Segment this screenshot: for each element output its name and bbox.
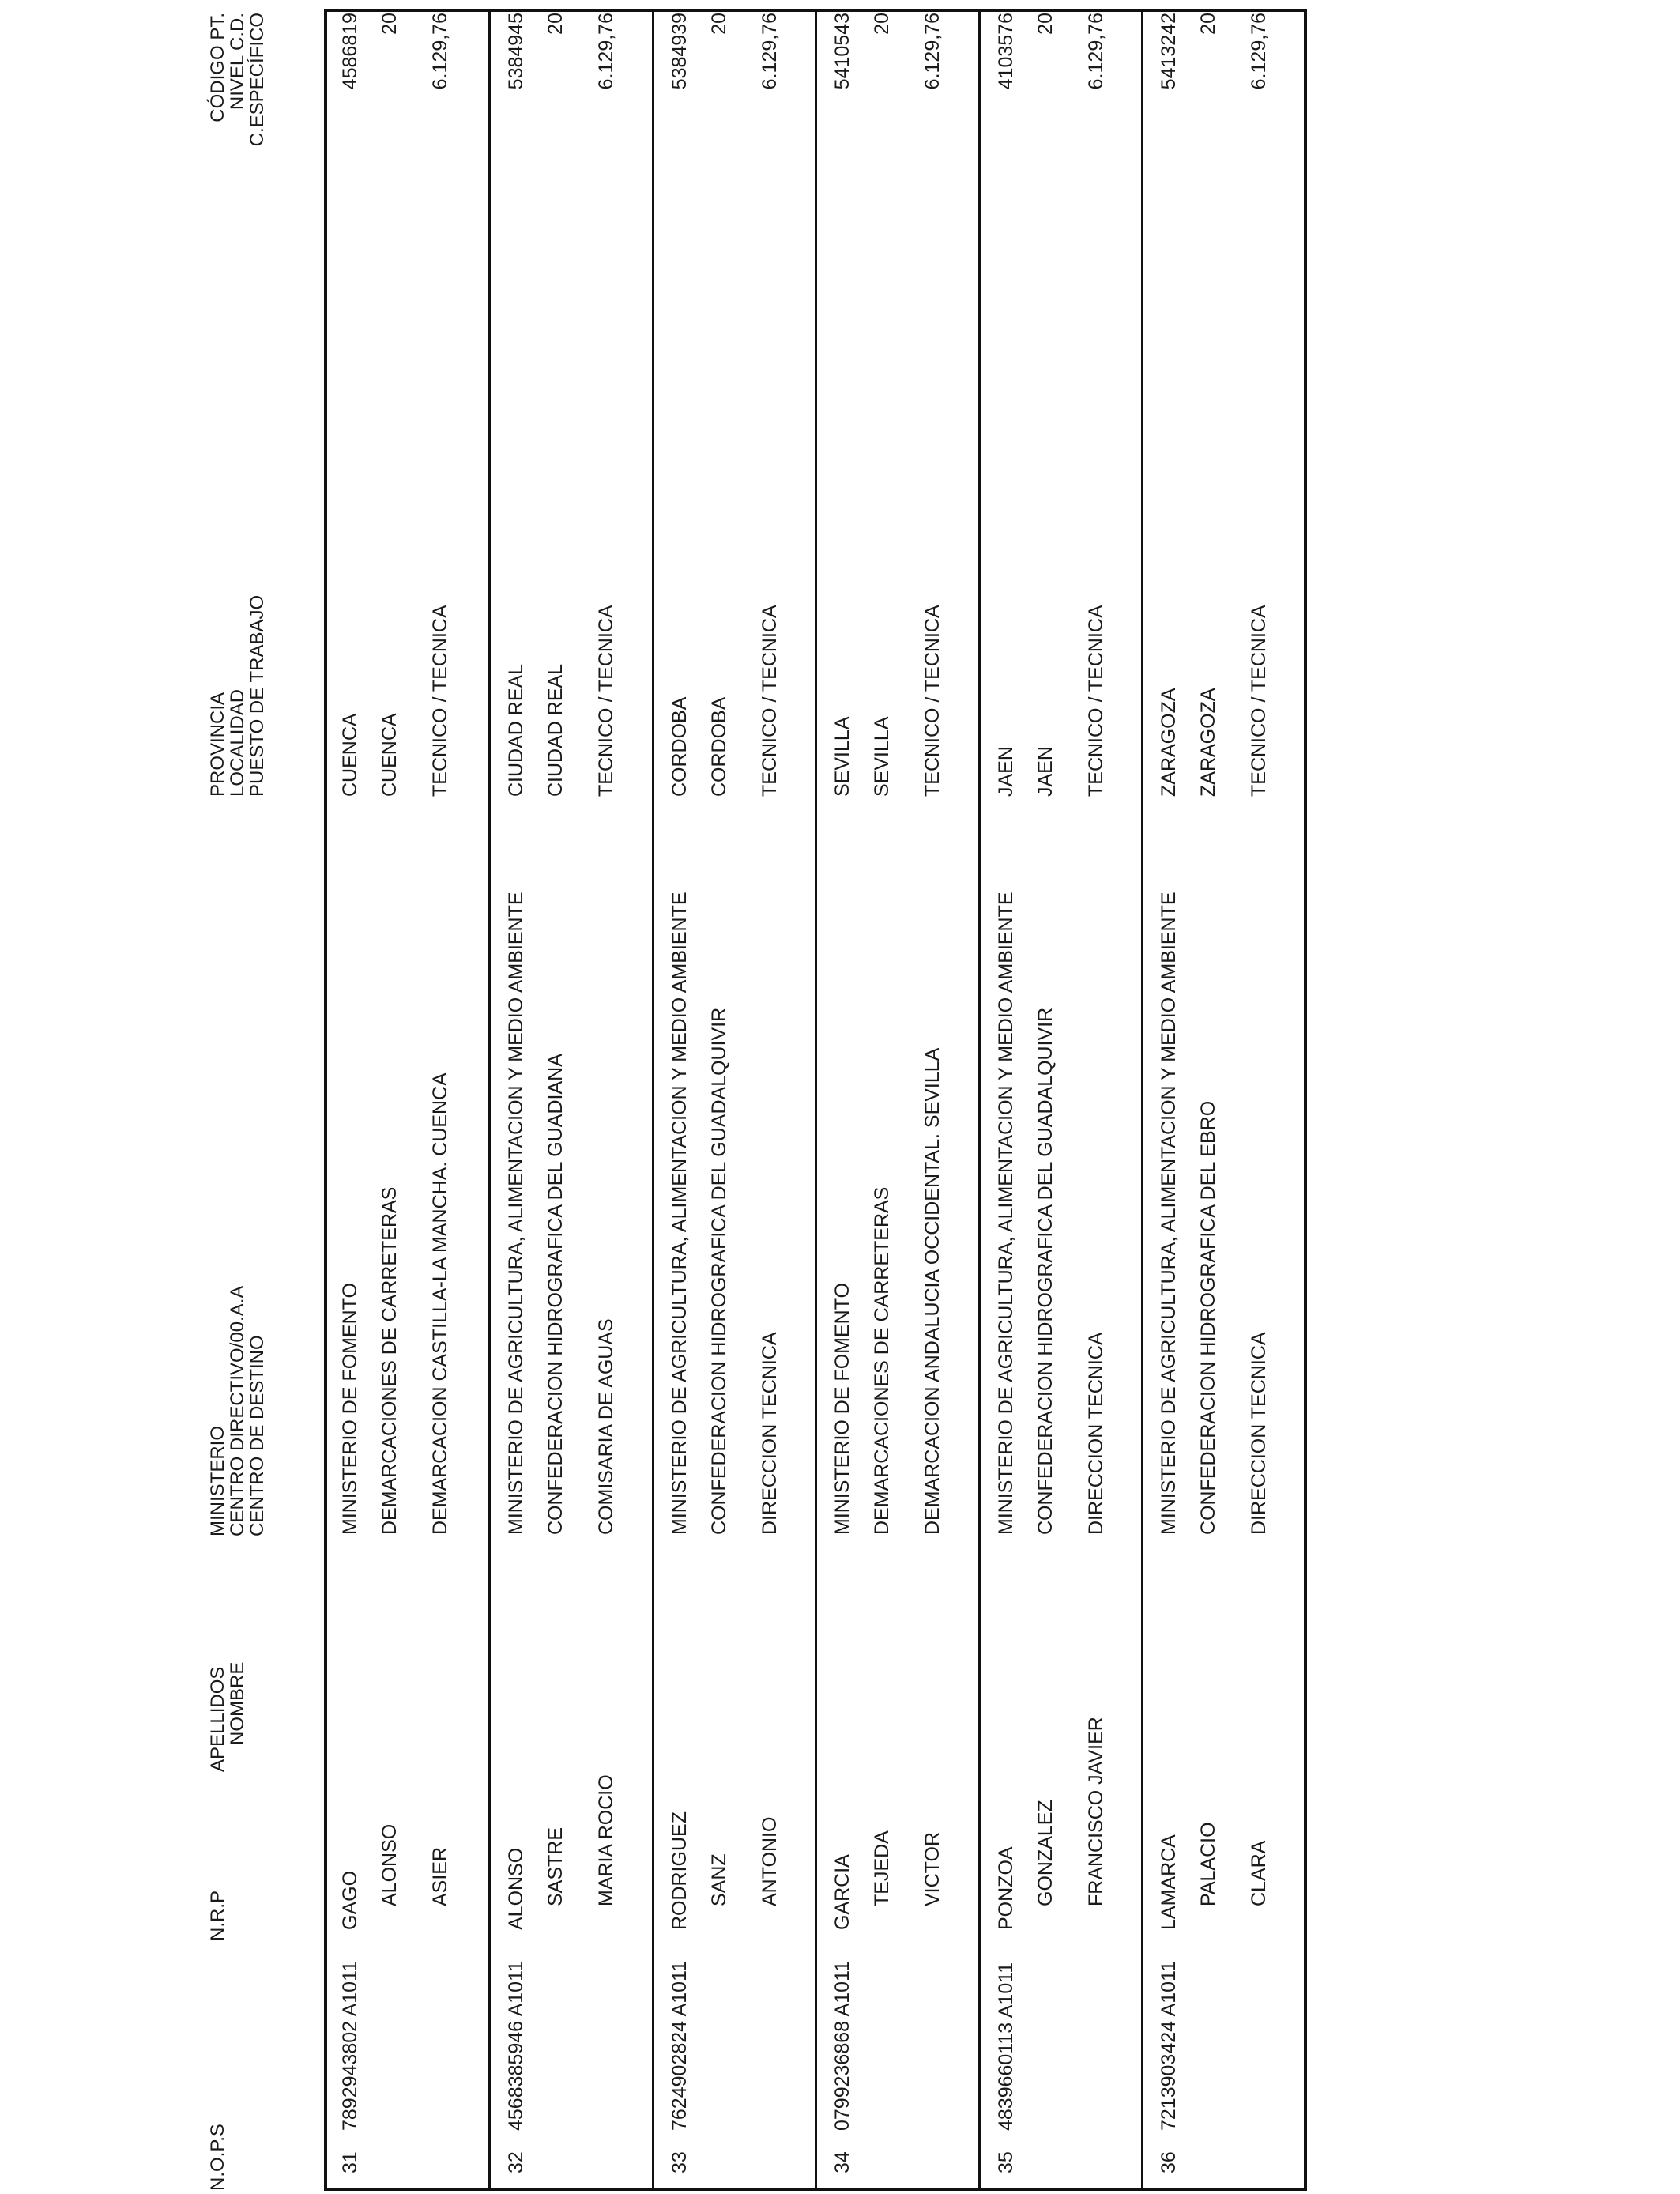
row-centro-destino: DEMARCACION CASTILLA-LA MANCHA. CUENCA <box>429 1072 451 1535</box>
row-nrp: 7213903424 A1011 <box>1158 1960 1180 2131</box>
row-especifico: 6.129,76 <box>1248 13 1270 90</box>
header-codigo-nivel-especifico <box>208 13 267 266</box>
row-apellido1: GAGO <box>339 1870 361 1930</box>
row-codigo: 5384939 <box>669 13 691 90</box>
row-puesto: TECNICO / TECNICA <box>759 605 781 797</box>
row-apellido1: RODRIGUEZ <box>669 1811 691 1930</box>
row-provincia: ZARAGOZA <box>1158 688 1180 797</box>
header-apellidos-nombre <box>208 1662 247 1772</box>
row-localidad: ZARAGOZA <box>1197 688 1219 797</box>
row-nrp: 7892943802 A1011 <box>339 1960 361 2131</box>
row-puesto: TECNICO / TECNICA <box>429 605 451 797</box>
row-nrp: 7624902824 A1011 <box>669 1960 691 2131</box>
row-provincia: JAEN <box>995 746 1017 797</box>
row-centro-directivo: CONFEDERACION HIDROGRAFICA DEL GUADIANA <box>544 1054 567 1535</box>
row-apellido1: GARCIA <box>831 1854 853 1930</box>
row-apellido2: TEJEDA <box>871 1830 893 1906</box>
row-apellido2: PALACIO <box>1197 1822 1219 1906</box>
row-apellido1: PONZOA <box>995 1846 1017 1930</box>
row-ministerio: MINISTERIO DE AGRICULTURA, ALIMENTACION Y MEDIO AMBIENTE <box>995 892 1017 1535</box>
row-codigo: 5384945 <box>505 13 527 90</box>
row-codigo: 5410543 <box>831 13 853 90</box>
row-provincia: CIUDAD REAL <box>505 663 527 797</box>
row-nivel: 20 <box>544 13 567 35</box>
row-localidad: JAEN <box>1034 746 1057 797</box>
row-centro-destino: DIRECCION TECNICA <box>1085 1332 1107 1535</box>
row-apellido2: GONZALEZ <box>1034 1800 1057 1906</box>
row-nombre: FRANCISCO JAVIER <box>1085 1717 1107 1906</box>
row-apellido1: ALONSO <box>505 1847 527 1930</box>
row-apellido2: ALONSO <box>379 1823 401 1906</box>
row-centro-destino: DIRECCION TECNICA <box>759 1332 781 1535</box>
header-localidad-label: LOCALIDAD <box>227 688 248 797</box>
header-ministerio-label: MINISTERIO <box>207 1425 228 1536</box>
header-provincia-localidad-puesto <box>208 595 267 797</box>
row-centro-directivo: CONFEDERACION HIDROGRAFICA DEL GUADALQUIVIR <box>1034 1007 1057 1535</box>
row-localidad: CUENCA <box>379 713 401 797</box>
row-centro-directivo: DEMARCACIONES DE CARRETERAS <box>379 1186 401 1535</box>
header-nrp-label: N.R.P <box>207 1890 228 1941</box>
row-puesto: TECNICO / TECNICA <box>921 605 944 797</box>
row-nrp: 4568385946 A1011 <box>505 1960 527 2131</box>
table-row <box>980 0 1143 2194</box>
header-nombre-label: NOMBRE <box>227 1661 248 1745</box>
header-centro-destino-label: CENTRO DE DESTINO <box>247 1335 268 1536</box>
header-especifico-label: C.ESPECÍFICO <box>247 13 268 147</box>
row-ministerio: MINISTERIO DE AGRICULTURA, ALIMENTACION Y MEDIO AMBIENTE <box>669 892 691 1535</box>
row-apellido2: SANZ <box>708 1853 730 1906</box>
row-localidad: SEVILLA <box>871 716 893 797</box>
row-localidad: CIUDAD REAL <box>544 663 567 797</box>
header-apellidos-label: APELLIDOS <box>207 1666 228 1772</box>
row-nivel: 20 <box>1197 13 1219 35</box>
row-localidad: CORDOBA <box>708 696 730 797</box>
row-puesto: TECNICO / TECNICA <box>1248 605 1270 797</box>
header-nops <box>208 2124 228 2191</box>
row-nrp: 0799236868 A1011 <box>831 1960 853 2131</box>
header-nivel-label: NIVEL C.D. <box>227 13 248 111</box>
row-nops: 32 <box>505 2151 527 2173</box>
row-ministerio: MINISTERIO DE AGRICULTURA, ALIMENTACION Y MEDIO AMBIENTE <box>505 892 527 1535</box>
row-nivel: 20 <box>708 13 730 35</box>
row-nops: 34 <box>831 2151 853 2173</box>
row-ministerio: MINISTERIO DE FOMENTO <box>339 1283 361 1535</box>
row-nombre: CLARA <box>1248 1840 1270 1906</box>
row-provincia: CORDOBA <box>669 696 691 797</box>
row-nops: 36 <box>1158 2151 1180 2173</box>
row-centro-destino: DIRECCION TECNICA <box>1248 1332 1270 1535</box>
row-nombre: ASIER <box>429 1846 451 1906</box>
row-codigo: 4586819 <box>339 13 361 90</box>
row-nops: 35 <box>995 2151 1017 2173</box>
row-nombre: ANTONIO <box>759 1816 781 1906</box>
row-puesto: TECNICO / TECNICA <box>1085 605 1107 797</box>
row-ministerio: MINISTERIO DE FOMENTO <box>831 1283 853 1535</box>
row-especifico: 6.129,76 <box>595 13 617 90</box>
table-row <box>1143 0 1305 2194</box>
table-row <box>654 0 816 2194</box>
row-centro-directivo: CONFEDERACION HIDROGRAFICA DEL EBRO <box>1197 1100 1219 1535</box>
table-row <box>324 0 487 2194</box>
row-nombre: VICTOR <box>921 1832 944 1906</box>
table-row <box>490 0 653 2194</box>
row-especifico: 6.129,76 <box>1085 13 1107 90</box>
row-especifico: 6.129,76 <box>759 13 781 90</box>
row-nivel: 20 <box>379 13 401 35</box>
row-especifico: 6.129,76 <box>921 13 944 90</box>
header-provincia-label: PROVINCIA <box>207 692 228 797</box>
row-ministerio: MINISTERIO DE AGRICULTURA, ALIMENTACION Y MEDIO AMBIENTE <box>1158 892 1180 1535</box>
table-row <box>816 0 979 2194</box>
row-puesto: TECNICO / TECNICA <box>595 605 617 797</box>
header-centro-directivo-label: CENTRO DIRECTIVO/00.A.A <box>227 1285 248 1536</box>
header-puesto-label: PUESTO DE TRABAJO <box>247 594 268 797</box>
row-centro-destino: DEMARCACION ANDALUCIA OCCIDENTAL. SEVILLA <box>921 1047 944 1535</box>
row-nops: 33 <box>669 2151 691 2173</box>
row-nombre: MARIA ROCIO <box>595 1774 617 1906</box>
row-nivel: 20 <box>871 13 893 35</box>
row-provincia: SEVILLA <box>831 716 853 797</box>
row-codigo: 4103576 <box>995 13 1017 90</box>
header-ministerio-centros <box>208 1286 267 1536</box>
row-apellido2: SASTRE <box>544 1826 567 1906</box>
row-centro-directivo: CONFEDERACION HIDROGRAFICA DEL GUADALQUIVIR <box>708 1007 730 1535</box>
row-codigo: 5413242 <box>1158 13 1180 90</box>
row-provincia: CUENCA <box>339 713 361 797</box>
row-centro-destino: COMISARIA DE AGUAS <box>595 1318 617 1535</box>
row-apellido1: LAMARCA <box>1158 1834 1180 1930</box>
row-centro-directivo: DEMARCACIONES DE CARRETERAS <box>871 1186 893 1535</box>
row-nivel: 20 <box>1034 13 1057 35</box>
row-nops: 31 <box>339 2151 361 2173</box>
row-especifico: 6.129,76 <box>429 13 451 90</box>
header-codigo-label: CÓDIGO PT. <box>207 13 228 123</box>
header-nrp <box>208 1891 228 1941</box>
row-nrp: 4839660113 A1011 <box>995 1962 1017 2131</box>
header-nops-label: N.O.P.S <box>207 2124 228 2191</box>
